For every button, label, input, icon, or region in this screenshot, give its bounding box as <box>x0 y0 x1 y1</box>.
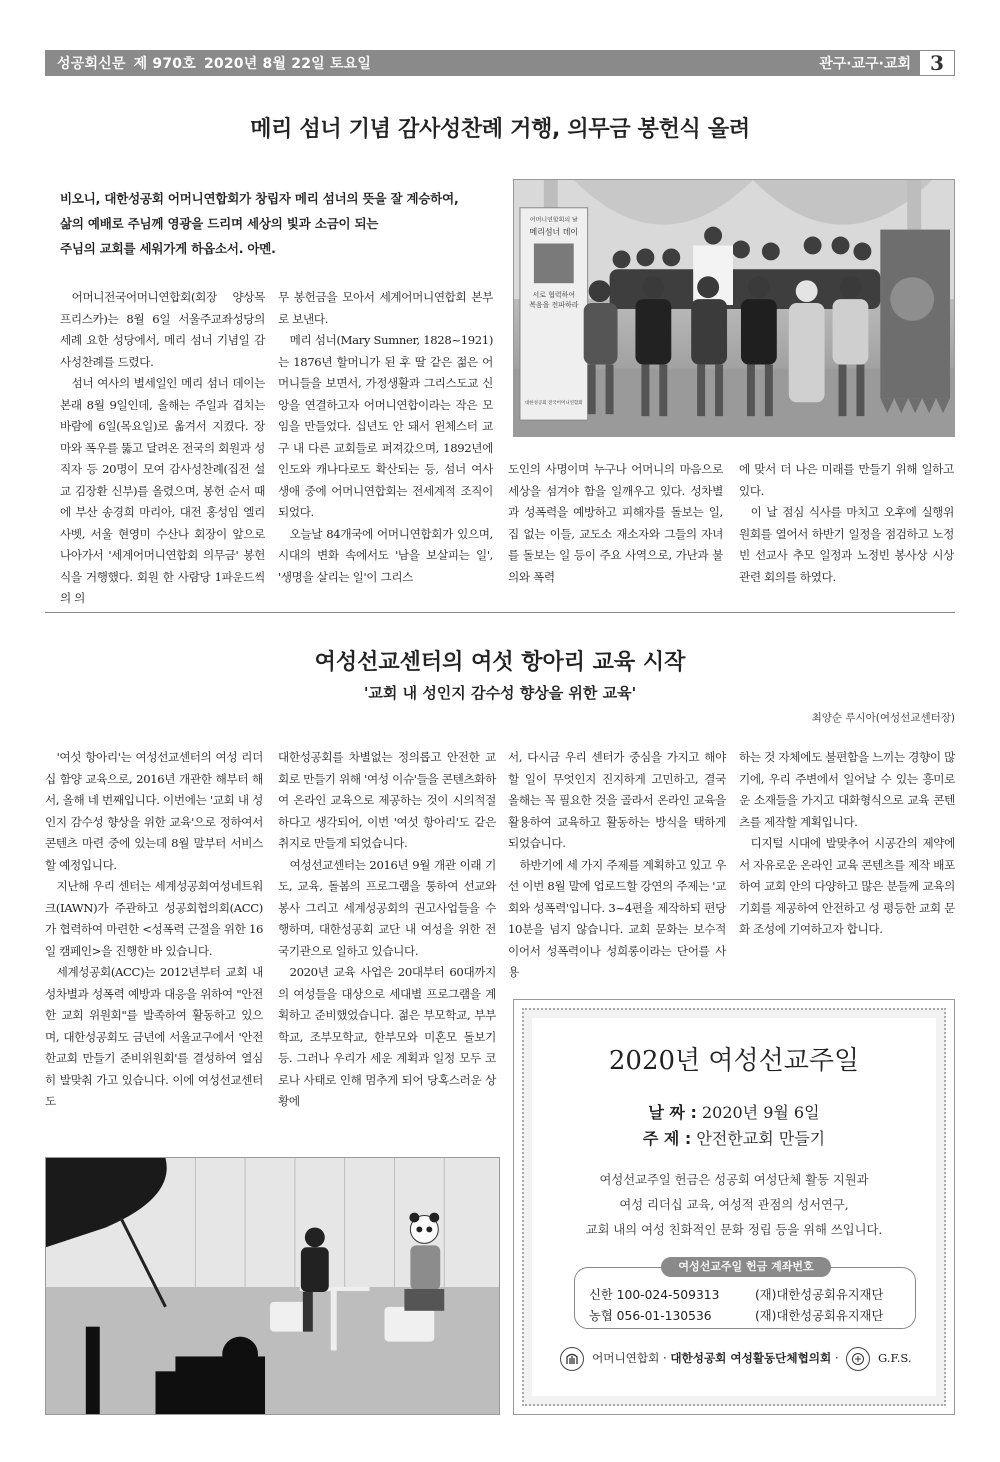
studio-photo <box>45 1157 500 1415</box>
prayer-line: 주님의 교회를 세워가게 하옵소서. 아멘. <box>60 241 276 256</box>
article1-column-2 <box>278 287 493 587</box>
account-label: 여성선교주일 헌금 계좌번호 <box>661 1257 831 1277</box>
footer-separator: · <box>834 1351 839 1365</box>
article2-column-2 <box>278 747 496 1137</box>
ad-description <box>532 1168 936 1243</box>
paragraph: 여성선교센터는 2016년 9월 개관 이래 기도, 교육, 돌봄의 프로그램을 통하여 선교와 봉사 그리고 세계성공회의 권고사업들을 수행하며, 대한성공회 교단 내 여성을 위한 전국기관으로 일하고 있습니다. <box>278 857 496 958</box>
group-photo <box>513 179 955 437</box>
paragraph: 오늘날 84개국에 어머니연합회가 있으며, 시대의 변화 속에서도 '남을 보살피는 일', '생명을 살리는 일'이 그리스 <box>278 526 493 584</box>
banner-line4: 복음을 전파하라 <box>529 301 579 310</box>
ad-info <box>532 1100 936 1152</box>
account-bank: 농협 056-01-130536 <box>589 1309 712 1323</box>
banner-footer: 대한성공회 전국어머니연합회 <box>524 401 583 407</box>
article2-column-3 <box>508 747 726 979</box>
paragraph: 무 봉헌금을 모아서 세계어머니연합회 본부로 보낸다. <box>278 290 493 326</box>
mothers-union-logo-icon <box>560 1347 584 1371</box>
ad-content <box>532 1018 936 1396</box>
footer-org3: G.F.S. <box>877 1351 912 1365</box>
article1-headline: 메리 섬너 기념 감사성찬례 거행, 의무금 봉헌식 올려 <box>250 117 750 142</box>
paragraph: 디지털 시대에 발맞추어 시공간의 제약에서 자유로운 온라인 교육 콘텐츠를 제작 배포하여 교회 안의 다양하고 많은 분들께 교육의 기회를 제공하여 안전하고 성 평등한 교회 문화 조성에 기여하고자 합니다. <box>739 836 955 936</box>
article2-column-4 <box>739 747 955 962</box>
paragraph: 하는 것 자체에도 불편함을 느끼는 경향이 많기에, 우리 주변에서 일어날 수 있는 흥미로운 소재들을 가지고 대화형식으로 교육 콘텐츠를 제작할 계획입니다. <box>739 750 955 829</box>
ad-title: 2020년 여성선교주일 <box>608 1046 860 1076</box>
paragraph: 섬너 여사의 별세일인 메리 섬너 데이는 본래 8월 9일인데, 올해는 주일과 겹치는 바람에 6일(목요일)로 옮겨서 지켰다. 장마와 폭우를 뚫고 달려온 전국의 회원과 성직자 등 20명이 모여 감사성찬례(집전 설교 김장환 신부)를 올렸으며, 봉헌 순서 때에 부산 송경희 마리아, 대전 홍성임 엘리사벳, 서울 현영미 수산나 회장이 앞으로 나아가서 '세계어머니연합회 의무금' 봉헌식을 거행했다. 회원 한 사람당 1파운드씩의 의 <box>60 376 265 605</box>
article1-column-3 <box>508 459 723 589</box>
prayer-line: 삶의 예배로 주님께 영광을 드리며 세상의 빛과 소금이 되는 <box>60 216 379 231</box>
group-photo-graphic <box>514 180 954 436</box>
account-holder: (재)대한성공회유지재단 <box>755 1288 884 1302</box>
article2-column-1 <box>45 747 263 1137</box>
ad-date-label: 날 짜 : <box>648 1103 697 1122</box>
issue-date: 2020년 8월 22일 토요일 <box>203 56 372 72</box>
ad-date-value: 2020년 9월 6일 <box>701 1103 820 1122</box>
article2-subheadline: '교회 내 성인지 감수성 향상을 위한 교육' <box>363 684 637 702</box>
account-bank: 신한 100-024-509313 <box>589 1288 720 1302</box>
paragraph: 2020년 교육 사업은 20대부터 60대까지의 여성들을 대상으로 세대별 프로그램을 계획하고 준비했었습니다. 젊은 부모학교, 부부학교, 조부모학교, 한부모와 미혼모 돌보기 등. 그러나 우리가 세운 계획과 일정 모두 코로나 사태로 인해 멈추게 되어 당혹스러운 상황에 <box>278 965 496 1108</box>
studio-photo-graphic <box>46 1158 499 1414</box>
article-divider <box>45 612 955 613</box>
mission-sunday-ad <box>513 999 955 1415</box>
article1-prayer <box>60 186 510 261</box>
ad-desc-line: 여성 리더십 교육, 여성적 관점의 성서연구, <box>619 1198 849 1212</box>
prayer-line: 비오니, 대한성공회 어머니연합회가 창립자 메리 섬너의 뜻을 잘 계승하여, <box>60 191 459 206</box>
section-name: 관구·교구·교회 <box>819 56 911 72</box>
gfs-logo-icon <box>846 1347 870 1371</box>
page-number: 3 <box>919 50 955 76</box>
ad-theme-value: 안전한교회 만들기 <box>696 1129 826 1148</box>
ad-desc-line: 교회 내의 여성 친화적인 문화 정립 등을 위해 쓰입니다. <box>585 1223 883 1237</box>
banner-stand <box>520 208 588 420</box>
paragraph: 하반기에 세 가지 주제를 계획하고 있고 우선 이번 8월 말에 업로드할 강연의 주제는 '교회와 성폭력'입니다. 3~4편을 제작하되 편당 10분을 넘지 않습니다. 교회 문화는 보수적이어서 성폭력이나 성희롱이라는 단어를 사용 <box>508 857 726 979</box>
paragraph: 메리 섬너(Mary Sumner, 1828~1921)는 1876년 할머니가 된 후 딸 같은 젊은 어머니들을 보면서, 가정생활과 그리스도교 신앙을 연결하고자 어머니연합이라는 작은 모임을 만들었다. 십년도 안 돼서 윈체스터 교구 내 다른 교회들로 퍼져갔으며, 1892년에 인도와 캐나다로도 확산되는 등, 섬너 여사 생애 중에 어머니연합회는 전세계적 조직이 되었다. <box>278 333 493 519</box>
header-left <box>57 53 371 73</box>
paragraph: 지난해 우리 센터는 세계성공회여성네트워크(IAWN)가 주관하고 성공회협의회(ACC)가 협력하여 마련한 <성폭력 근절을 위한 16일 캠페인>을 진행한 바 있습니다. <box>45 879 263 958</box>
paragraph: 이 날 점심 식사를 마치고 오후에 실행위원회를 열어서 하반기 일정을 점검하고 노정빈 선교사 추모 일정과 노정빈 봉사상 시상 관련 회의를 하였다. <box>739 505 954 584</box>
banner-line2: 메리섬너 데이 <box>529 227 579 237</box>
account-holder: (재)대한성공회유지재단 <box>755 1309 884 1323</box>
footer-org2: 대한성공회 여성활동단체협의회 <box>670 1351 832 1365</box>
article2-headline: 여성선교센터의 여섯 항아리 교육 시작 <box>314 650 686 675</box>
paper-name: 성공회신문 <box>57 56 126 72</box>
issue-number: 제 970호 <box>133 56 196 72</box>
ad-theme-row <box>532 1126 936 1152</box>
ad-theme-label: 주 제 : <box>642 1129 692 1148</box>
banner-line1: 어머니연합회의 날 <box>529 216 578 224</box>
paragraph: '여섯 항아리'는 여성선교센터의 여성 리더십 함양 교육으로, 2016년 개관한 해부터 해서, 올해 네 번째입니다. 이번에는 '교회 내 성인지 감수성 향상을 위한 교육'으로 정하여서 콘텐츠 마련 중에 있는데 8월 말부터 서비스할 예정입니다. <box>45 750 263 872</box>
article1-column-1 <box>60 287 265 605</box>
paragraph: 도인의 사명이며 누구나 어머니의 마음으로 세상을 섬겨야 함을 일깨우고 있다. 성차별과 성폭력을 예방하고 피해자를 돌보는 일, 집 없는 이들, 교도소 재소자와 그들의 자녀를 돌보는 일 등이 주요 사역으로, 가난과 불의와 폭력 <box>508 462 723 584</box>
article1-column-4 <box>739 459 954 589</box>
paragraph: 어머니전국어머니연합회(회장 양상목 프리스카)는 8월 6일 서울주교좌성당의 세례 요한 성당에서, 메리 섬너 기념일 감사성찬례를 드렸다. <box>60 290 265 369</box>
banner-line3: 서로 협력하여 <box>532 291 576 300</box>
ad-date-row <box>532 1100 936 1126</box>
paragraph: 에 맞서 더 나은 미래를 만들기 위해 일하고 있다. <box>739 462 954 498</box>
footer-separator: · <box>662 1351 667 1365</box>
ad-footer <box>532 1344 936 1372</box>
footer-org1: 어머니연합회 <box>592 1351 660 1365</box>
paragraph: 대한성공회를 차별없는 정의롭고 안전한 교회로 만들기 위해 '여성 이슈'들을 콘텐츠화하여 온라인 교육으로 제공하는 것이 시의적절하다고 생각되어, 이번 '여섯 항아리'도 같은 취지로 만들게 되었습니다. <box>278 750 496 850</box>
ad-desc-line: 여성선교주일 헌금은 성공회 여성단체 활동 지원과 <box>599 1173 869 1187</box>
paragraph: 서, 다시금 우리 센터가 중심을 가지고 해야 할 일이 무엇인지 진지하게 고민하고, 결국 올해는 꼭 필요한 것을 골라서 온라인 교육을 활용하여 교육하고 활동하는 방식을 택하게 되었습니다. <box>508 750 726 850</box>
paragraph: 세계성공회(ACC)는 2012년부터 교회 내 성차별과 성폭력 예방과 대응을 위하여 "안전한 교회 위원회"를 발족하여 활동하고 있으며, 대한성공회도 금년에 서울교구에서 '안전한교회 만들기 준비위원회'를 결성하여 열심히 발맞춰 가고 있습니다. 이에 여성선교센터도 <box>45 965 263 1108</box>
article2-byline: 최양순 루시아(여성선교센터장) <box>811 712 955 724</box>
page-header <box>45 50 955 76</box>
